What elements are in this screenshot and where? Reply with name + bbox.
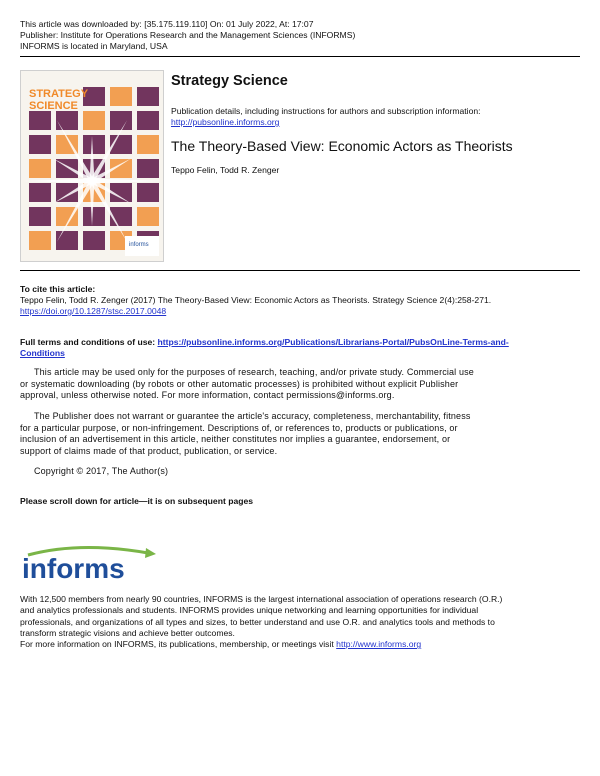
pubsonline-link[interactable]: http://pubsonline.informs.org: [171, 117, 280, 127]
cover-tile: [110, 111, 132, 130]
publication-details: [171, 106, 481, 128]
usage-line-2: or systematic downloading (by robots or other automatic processes) is prohibited without explicit Publisher: [20, 378, 459, 389]
cover-tile: [29, 111, 51, 130]
journal-cover-image: [20, 70, 164, 262]
mid-divider: [20, 270, 580, 271]
cover-tile: [29, 207, 51, 226]
cover-art: [21, 71, 163, 261]
informs-description: [20, 594, 585, 650]
logo-wordmark: informs: [22, 553, 125, 584]
journal-name: Strategy Science: [171, 73, 288, 89]
usage-paragraph: [20, 367, 585, 402]
top-divider: [20, 56, 580, 57]
warranty-paragraph: [20, 411, 585, 457]
cover-tile: [56, 231, 78, 250]
cover-tile: [29, 183, 51, 202]
copyright-notice: Copyright © 2017, The Author(s): [34, 466, 169, 476]
footer-line-2: and analytics professionals and students. INFORMS provides unique networking and learning opportunities for individual: [20, 605, 479, 616]
warranty-line-1: The Publisher does not warrant or guarantee the article's accuracy, completeness, merchantability, fitness: [34, 411, 471, 421]
warranty-line-3: inclusion of an advertisement in this article, neither constitutes nor implies a guarantee, endorsement, or: [20, 434, 451, 444]
footer-line-4: transform strategic visions and achieve better outcomes.: [20, 627, 235, 638]
informs-logo-graphic: [20, 545, 160, 587]
cover-tile: [29, 231, 51, 250]
cover-tile: [29, 159, 51, 178]
footer-line-3: professionals, and organizations of all types and sizes, to better understand and use O.R. and analytics tools and methods to: [20, 616, 495, 627]
terms-heading: Full terms and conditions of use:: [20, 337, 156, 347]
cover-tile: [83, 135, 105, 154]
cover-tile: [137, 111, 159, 130]
logo-arrow-head: [145, 548, 156, 558]
article-title: The Theory-Based View: Economic Actors as Theorists: [171, 138, 513, 154]
footer-line-1: With 12,500 members from nearly 90 countries, INFORMS is the largest international association of operations research (O.R.): [20, 594, 503, 604]
terms-link-continued[interactable]: Conditions: [20, 348, 65, 358]
cover-tile: [83, 231, 105, 250]
usage-line-1: This article may be used only for the purposes of research, teaching, and/or private study. Commercial use: [34, 367, 474, 377]
warranty-line-2: for a particular purpose, or non-infringement. Descriptions of, or references to, products or publications, or: [20, 422, 458, 433]
terms-block: [20, 337, 585, 359]
warranty-line-4: support of claims made of that product, publication, or service.: [20, 445, 278, 456]
doi-link[interactable]: https://doi.org/10.1287/stsc.2017.0048: [20, 306, 167, 316]
article-authors: Teppo Felin, Todd R. Zenger: [171, 165, 280, 175]
terms-link[interactable]: https://pubsonline.informs.org/Publications/Librarians-Portal/PubsOnLine-Terms-and-: [157, 337, 509, 347]
publisher-line: Publisher: Institute for Operations Research and the Management Sciences (INFORMS): [20, 30, 356, 40]
cover-tile: [137, 159, 159, 178]
footer-more-info: For more information on INFORMS, its publications, membership, or meetings visit: [20, 639, 334, 650]
download-line: This article was downloaded by: [35.175.119.110] On: 01 July 2022, At: 17:07: [20, 19, 314, 29]
usage-line-3: approval, unless otherwise noted. For more information, contact permissions@informs.org.: [20, 390, 395, 400]
cover-tile: [83, 111, 105, 130]
cover-tile: [56, 111, 78, 130]
citation-heading: To cite this article:: [20, 284, 96, 294]
footer-line-5: [20, 639, 585, 650]
cover-tile: [110, 87, 132, 106]
cover-title-line1: STRATEGY: [29, 88, 89, 100]
cover-tile: [137, 87, 159, 106]
publication-details-text: Publication details, including instructions for authors and subscription information:: [171, 106, 481, 116]
informs-website-link[interactable]: http://www.informs.org: [336, 639, 422, 650]
informs-logo: [20, 545, 160, 587]
download-info: [20, 19, 355, 52]
cover-title-line2: SCIENCE: [29, 100, 78, 112]
cover-tile: [137, 135, 159, 154]
cover-tile: [137, 207, 159, 226]
citation-text: Teppo Felin, Todd R. Zenger (2017) The Theory-Based View: Economic Actors as Theorists. Strategy Science 2(4):258-271.: [20, 295, 492, 305]
citation-block: [20, 284, 580, 317]
cover-publisher-logo: informs: [129, 242, 149, 248]
cover-tile: [83, 207, 105, 226]
cover-tile: [29, 135, 51, 154]
location-line: INFORMS is located in Maryland, USA: [20, 41, 168, 51]
cover-tile: [137, 183, 159, 202]
scroll-notice: Please scroll down for article—it is on subsequent pages: [20, 496, 254, 506]
